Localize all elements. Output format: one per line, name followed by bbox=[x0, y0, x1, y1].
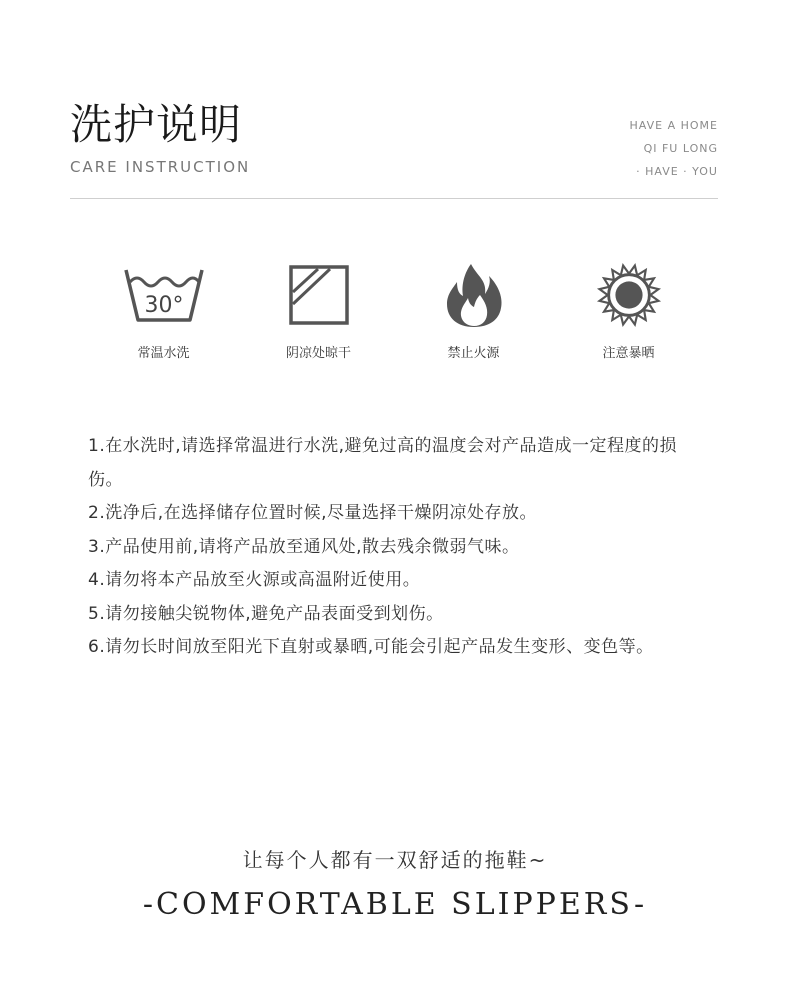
slogan-chinese: 让每个人都有一双舒适的拖鞋~ bbox=[242, 848, 548, 872]
tagline bbox=[630, 114, 718, 183]
icon-label: 注意暴晒 bbox=[602, 346, 655, 361]
instruction-item: 4.请勿将本产品放至火源或高温附近使用。 bbox=[88, 570, 421, 590]
care-icon-shade-dry bbox=[241, 262, 396, 372]
page-subtitle: CARE INSTRUCTION bbox=[70, 158, 251, 176]
tagline-line: HAVE A HOME bbox=[629, 119, 718, 132]
instruction-item: 3.产品使用前,请将产品放至通风处,散去残余微弱气味。 bbox=[88, 536, 520, 557]
icon-label: 常温水洗 bbox=[137, 346, 190, 361]
care-icons-row bbox=[86, 262, 706, 372]
page-title: 洗护说明 bbox=[70, 100, 243, 149]
header-divider bbox=[70, 198, 718, 199]
instruction-item: 6.请勿长时间放至阳光下直射或暴晒,可能会引起产品发生变形、变色等。 bbox=[88, 637, 654, 657]
tagline-line: QI FU LONG bbox=[643, 142, 718, 155]
fire-icon bbox=[443, 262, 505, 328]
icon-label: 阴凉处晾干 bbox=[285, 346, 351, 361]
care-instructions bbox=[88, 430, 708, 665]
tagline-line: · HAVE · YOU bbox=[636, 165, 718, 178]
wash-basin-30-icon bbox=[122, 262, 206, 328]
care-icon-wash bbox=[86, 262, 241, 372]
instruction-item: 1.在水洗时,请选择常温进行水洗,避免过高的温度会对产品造成一定程度的损伤。 bbox=[88, 436, 678, 490]
care-icon-no-fire bbox=[396, 262, 551, 372]
icon-label: 禁止火源 bbox=[447, 346, 500, 361]
care-icon-sun bbox=[551, 262, 706, 372]
wash-temperature: 30° bbox=[144, 293, 183, 318]
slogan-english: -COMFORTABLE SLIPPERS- bbox=[142, 887, 648, 922]
dry-in-shade-icon bbox=[286, 262, 352, 328]
instruction-item: 5.请勿接触尖锐物体,避免产品表面受到划伤。 bbox=[88, 603, 444, 624]
sun-icon bbox=[595, 262, 663, 328]
instruction-item: 2.洗净后,在选择储存位置时候,尽量选择干燥阴凉处存放。 bbox=[88, 503, 538, 523]
